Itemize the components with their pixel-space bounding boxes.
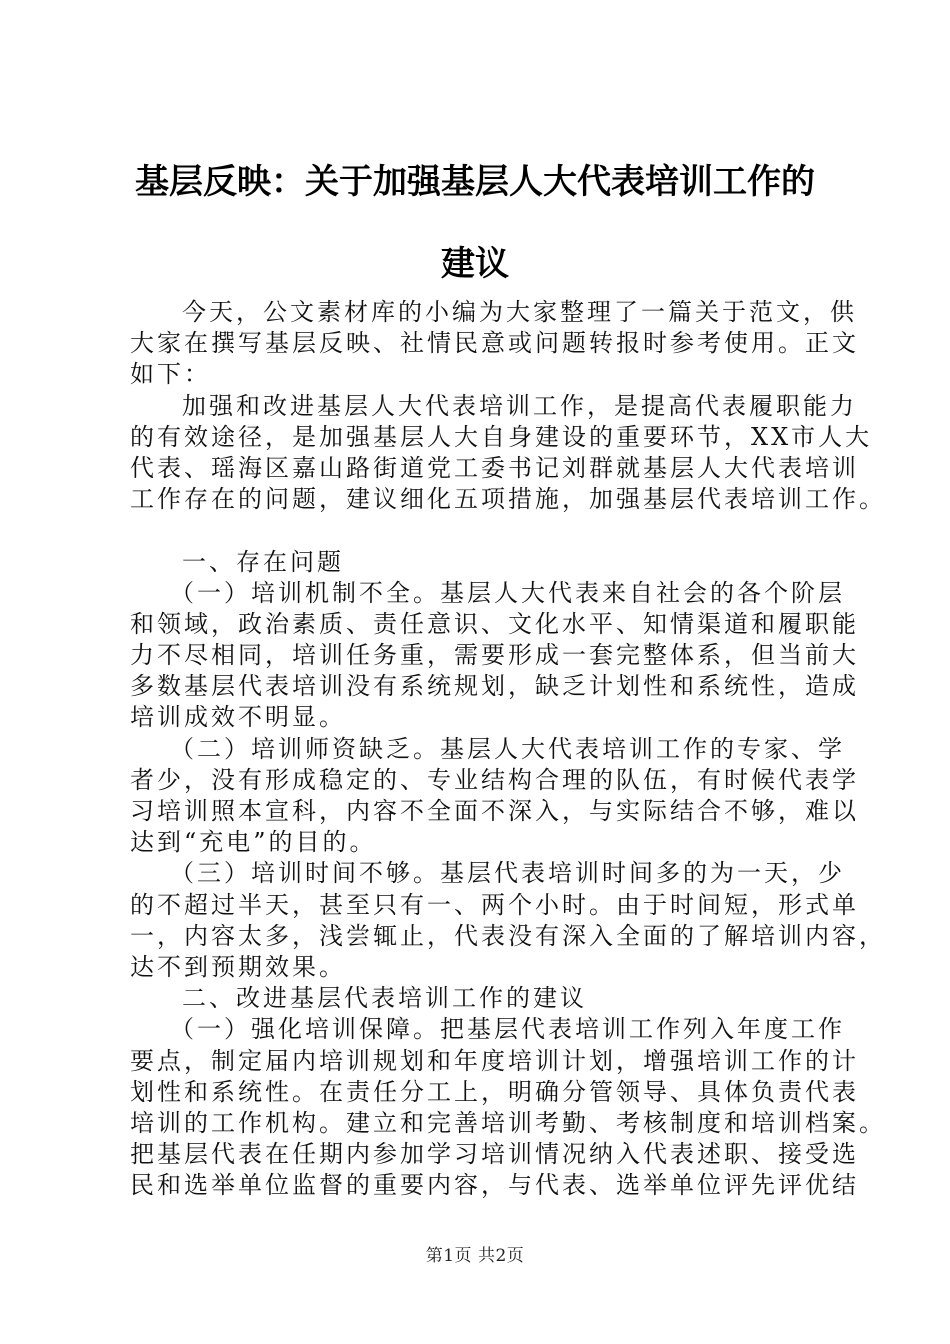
paragraph-issue-1-line: 多数基层代表培训没有系统规划，缺乏计划性和系统性，造成 [130,672,859,701]
paragraph-summary-line: 的有效途径，是加强基层人大自身建设的重要环节，XX市人大 [130,422,873,451]
paragraph-suggestion-1-line: （一）强化培训保障。把基层代表培训工作列入年度工作 [170,1015,845,1044]
section-heading-2: 二、改进基层代表培训工作的建议 [182,984,587,1013]
document-body [130,297,886,1201]
paragraph-intro-line: 今天，公文素材库的小编为大家整理了一篇关于范文，供 [182,298,857,326]
paragraph-issue-3-line: （三）培训时间不够。基层代表培训时间多的为一天，少 [170,859,845,888]
document-title-line-1: 基层反映：关于加强基层人大代表培训工作的 [135,162,815,202]
paragraph-suggestion-1-line: 划性和系统性。在责任分工上，明确分管领导、具体负责代表 [130,1077,859,1106]
paragraph-suggestion-1-line: 把基层代表在任期内参加学习培训情况纳入代表述职、接受选 [130,1140,859,1169]
paragraph-issue-2-line: （二）培训师资缺乏。基层人大代表培训工作的专家、学 [170,734,845,763]
paragraph-intro-line: 大家在撰写基层反映、社情民意或问题转报时参考使用。正文 [130,329,859,358]
paragraph-suggestion-1-line: 民和选举单位监督的重要内容，与代表、选举单位评先评优结 [130,1171,859,1200]
paragraph-suggestion-1-line: 培训的工作机构。建立和完善培训考勤、考核制度和培训档案。 [130,1108,886,1137]
paragraph-intro-line: 如下： [130,360,211,389]
paragraph-suggestion-1-line: 要点，制定届内培训规划和年度培训计划，增强培训工作的计 [130,1046,859,1075]
paragraph-issue-3-line: 的不超过半天，甚至只有一、两个小时。由于时间短，形式单 [130,890,859,919]
paragraph-issue-2-line: 习培训照本宣科，内容不全面不深入，与实际结合不够，难以 [130,797,859,825]
paragraph-issue-3-line: 达不到预期效果。 [130,952,346,981]
paragraph-issue-1-line: 和领域，政治素质、责任意识、文化水平、知情渠道和履职能 [130,609,859,638]
blank-line [130,515,830,546]
paragraph-issue-3-line: 一，内容太多，浅尝辄止，代表没有深入全面的了解培训内容， [130,921,886,950]
document-title-line-2: 建议 [441,244,509,284]
paragraph-issue-1-line: （一）培训机制不全。基层人大代表来自社会的各个阶层 [170,578,845,607]
paragraph-summary-line: 加强和改进基层人大代表培训工作，是提高代表履职能力 [182,391,857,420]
paragraph-issue-1-line: 培训成效不明显。 [130,703,346,732]
section-heading-1: 一、存在问题 [182,547,344,576]
page-footer: 第1页 共2页 [425,1246,525,1266]
paragraph-summary-line: 工作存在的问题，建议细化五项措施，加强基层代表培训工作。 [130,485,886,514]
paragraph-issue-1-line: 力不尽相同，培训任务重，需要形成一套完整体系，但当前大 [130,641,859,670]
paragraph-issue-2-line: 达到“充电”的目的。 [130,828,377,857]
paragraph-issue-2-line: 者少，没有形成稳定的、专业结构合理的队伍，有时候代表学 [130,765,859,794]
paragraph-summary-line: 代表、瑶海区嘉山路街道党工委书记刘群就基层人大代表培训 [130,453,859,482]
